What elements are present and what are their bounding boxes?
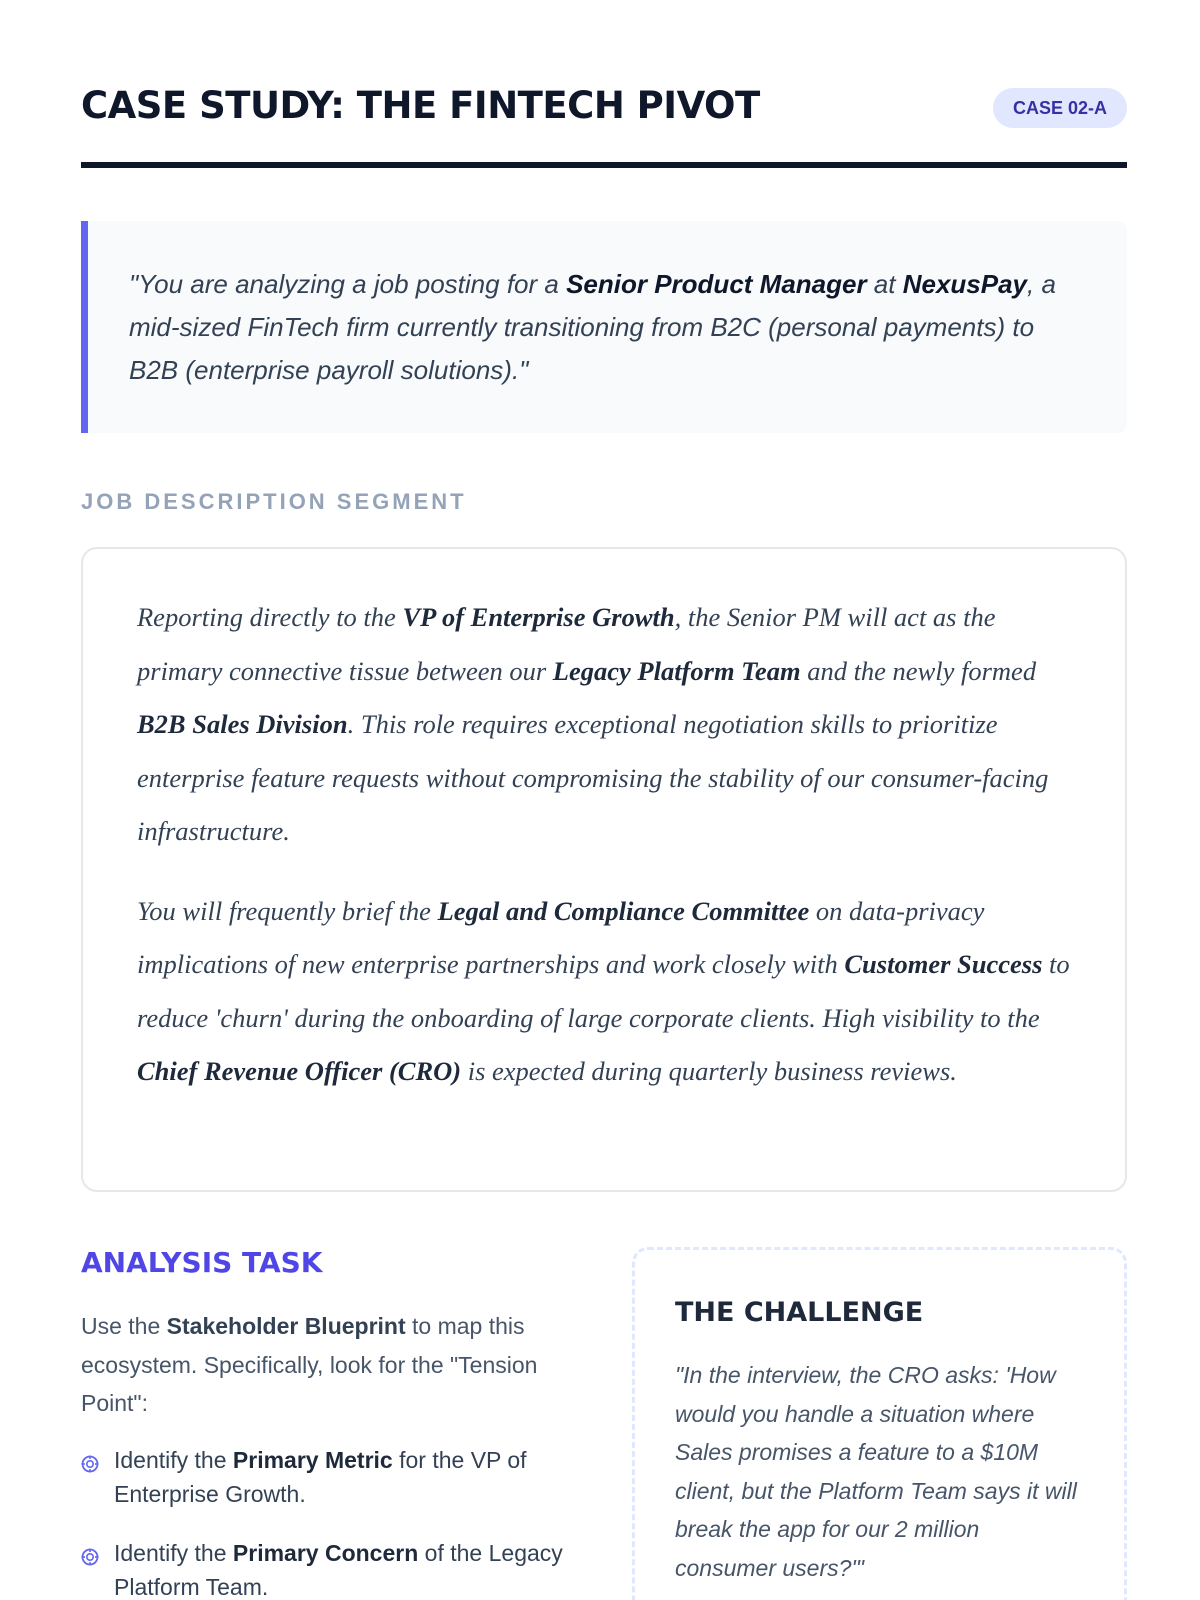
jd-vp: VP of Enterprise Growth bbox=[402, 602, 675, 632]
jd-p1-text-4: . This role requires exceptional negotiation skills to prioritize enterprise feature requests without compromising the stability of our consumer-facing infrastructure. bbox=[137, 709, 1049, 846]
task-text bbox=[114, 1443, 581, 1511]
analysis-intro-text-2: to map this ecosystem. Specifically, look for the "Tension Point": bbox=[81, 1313, 538, 1416]
jd-customer-success: Customer Success bbox=[844, 949, 1043, 979]
jd-p1-text-2: , the Senior PM will act as the primary connective tissue between our bbox=[137, 602, 996, 686]
jd-p2-text-2: on data-privacy implications of new enterprise partnerships and work closely with bbox=[137, 895, 985, 979]
task-1-bold: Primary Metric bbox=[232, 1446, 393, 1473]
jd-p2-text-3: to reduce 'churn' during the onboarding of large corporate clients. High visibility to the bbox=[137, 949, 1070, 1033]
intro-quote bbox=[129, 263, 1087, 392]
intro-company: NexusPay bbox=[902, 269, 1028, 299]
job-description-card bbox=[81, 547, 1127, 1192]
stakeholder-blueprint: Stakeholder Blueprint bbox=[166, 1313, 406, 1339]
intro-text-2: at bbox=[866, 269, 903, 299]
jd-legal: Legal and Compliance Committee bbox=[437, 895, 810, 926]
jd-p2-text-4: is expected during quarterly business reviews. bbox=[461, 1056, 957, 1086]
target-icon bbox=[81, 1455, 99, 1473]
jd-b2b-sales: B2B Sales Division bbox=[137, 709, 348, 739]
task-2-bold: Primary Concern bbox=[232, 1539, 419, 1566]
page-title: CASE STUDY: THE FINTECH PIVOT bbox=[81, 84, 760, 127]
list-item bbox=[81, 1536, 581, 1600]
list-item bbox=[81, 1443, 581, 1511]
task-list bbox=[81, 1443, 581, 1600]
jd-paragraph-1 bbox=[137, 591, 1071, 859]
section-label: JOB DESCRIPTION SEGMENT bbox=[81, 489, 467, 514]
task-1-post: for the VP of Enterprise Growth. bbox=[114, 1446, 527, 1507]
challenge-title: THE CHALLENGE bbox=[675, 1297, 924, 1328]
jd-p1-text-3: and the newly formed bbox=[800, 655, 1037, 686]
jd-legacy-team: Legacy Platform Team bbox=[552, 655, 801, 686]
challenge-quote: "In the interview, the CRO asks: 'How would you handle a situation where Sales promises a feature to a $10M client, but the Platform Team says it will break the app for our 2 million consumer users?'" bbox=[675, 1362, 1077, 1581]
analysis-section bbox=[81, 1246, 581, 1600]
case-badge: CASE 02-A bbox=[993, 88, 1127, 128]
task-1-pre: Identify the bbox=[114, 1446, 233, 1473]
task-2-post: of the Legacy Platform Team. bbox=[114, 1539, 563, 1600]
jd-cro: Chief Revenue Officer (CRO) bbox=[137, 1056, 462, 1086]
analysis-intro bbox=[81, 1307, 581, 1423]
intro-text-3: , a mid-sized FinTech firm currently transitioning from B2C (personal payments) to B2B (enterprise payroll solutions)." bbox=[129, 269, 1056, 385]
case-header bbox=[81, 80, 1127, 168]
task-2-pre: Identify the bbox=[114, 1539, 233, 1566]
intro-text-1: "You are analyzing a job posting for a bbox=[129, 269, 567, 299]
intro-callout bbox=[81, 221, 1127, 433]
jd-p2-text-1: You will frequently brief the bbox=[137, 895, 438, 926]
jd-p1-text-1: Reporting directly to the bbox=[137, 602, 403, 632]
analysis-title: ANALYSIS TASK bbox=[81, 1246, 323, 1279]
task-text bbox=[114, 1536, 581, 1600]
jd-paragraph-2 bbox=[137, 885, 1071, 1099]
analysis-intro-text-1: Use the bbox=[81, 1313, 167, 1339]
challenge-card bbox=[632, 1247, 1127, 1600]
intro-role: Senior Product Manager bbox=[566, 269, 867, 299]
target-icon bbox=[81, 1548, 99, 1566]
